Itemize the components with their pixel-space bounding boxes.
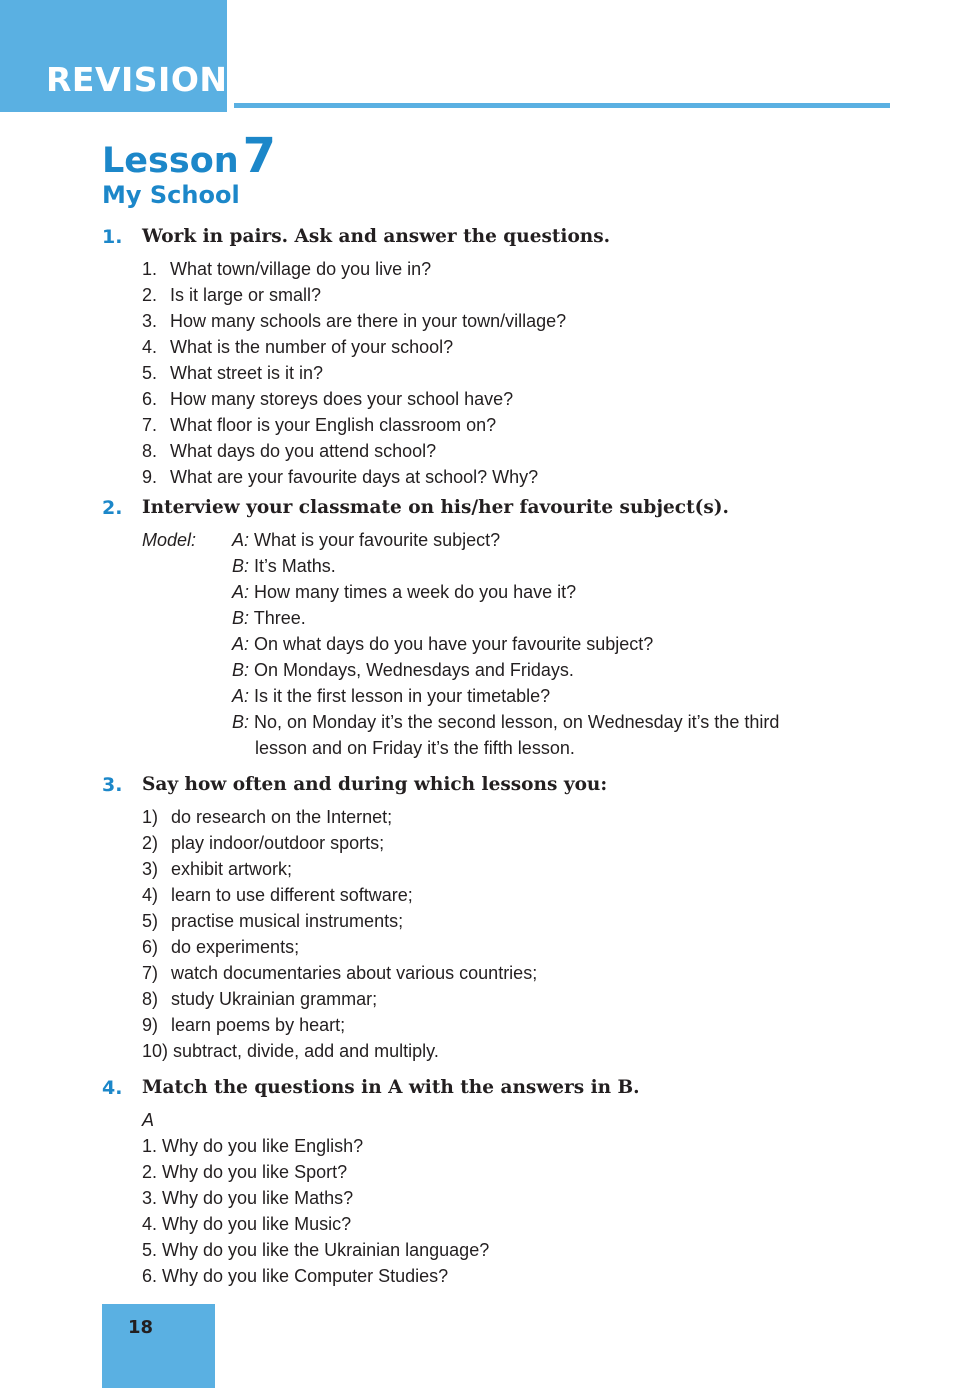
- list-item: 10) subtract, divide, add and multiply.: [142, 1041, 439, 1061]
- dialog-line: B: Three.: [232, 608, 306, 628]
- dialog-line: A: What is your favourite subject?: [232, 530, 501, 550]
- exercise-1-number: 1.: [102, 226, 123, 248]
- list-item: 7) watch documentaries about various countries;: [142, 963, 538, 983]
- exercise-1-title: Work in pairs. Ask and answer the questions.: [142, 226, 611, 247]
- list-item: 6. How many storeys does your school have?: [142, 389, 514, 409]
- list-item: 3. How many schools are there in your town/village?: [142, 311, 567, 331]
- lesson-title: [102, 128, 276, 184]
- list-item: 8) study Ukrainian grammar;: [142, 989, 378, 1009]
- list-item: 3) exhibit artwork;: [142, 859, 293, 879]
- question-item: 3. Why do you like Maths?: [142, 1188, 354, 1208]
- list-item: 1) do research on the Internet;: [142, 807, 393, 827]
- revision-label: REVISION: [46, 60, 228, 99]
- dialog-line: A: Is it the first lesson in your timetable?: [232, 686, 551, 706]
- header-rule: [234, 103, 890, 108]
- list-item: 2) play indoor/outdoor sports;: [142, 833, 385, 853]
- list-item: 9) learn poems by heart;: [142, 1015, 346, 1035]
- question-item: 1. Why do you like English?: [142, 1136, 364, 1156]
- dialog-line: A: On what days do you have your favourite subject?: [232, 634, 654, 654]
- exercise-4-title: Match the questions in A with the answers in B.: [142, 1077, 640, 1098]
- list-item: 5. What street is it in?: [142, 363, 324, 383]
- list-item: 1. What town/village do you live in?: [142, 259, 432, 279]
- exercise-2-number: 2.: [102, 497, 123, 519]
- dialog-line: B: On Mondays, Wednesdays and Fridays.: [232, 660, 574, 680]
- list-item: 4. What is the number of your school?: [142, 337, 454, 357]
- list-item: 4) learn to use different software;: [142, 885, 413, 905]
- page-number: 18: [128, 1317, 154, 1338]
- list-item: 5) practise musical instruments;: [142, 911, 404, 931]
- list-item: 6) do experiments;: [142, 937, 300, 957]
- dialog-line-continued: lesson and on Friday it’s the fifth lesson.: [255, 738, 575, 758]
- lesson-subtitle: My School: [102, 181, 240, 209]
- column-a-label: A: [142, 1110, 155, 1130]
- list-item: 9. What are your favourite days at school? Why?: [142, 467, 539, 487]
- exercise-3-number: 3.: [102, 774, 123, 796]
- exercise-4-number: 4.: [102, 1077, 123, 1099]
- dialog-line: B: It’s Maths.: [232, 556, 336, 576]
- question-item: 6. Why do you like Computer Studies?: [142, 1266, 449, 1286]
- page-number-box: [102, 1304, 215, 1388]
- list-item: 7. What floor is your English classroom on?: [142, 415, 497, 435]
- list-item: 8. What days do you attend school?: [142, 441, 437, 461]
- dialog-line: A: How many times a week do you have it?: [232, 582, 577, 602]
- question-item: 5. Why do you like the Ukrainian language?: [142, 1240, 490, 1260]
- model-label: Model:: [142, 530, 197, 550]
- question-item: 2. Why do you like Sport?: [142, 1162, 348, 1182]
- lesson-number: 7: [242, 128, 277, 184]
- exercise-3-title: Say how often and during which lessons you:: [142, 774, 608, 795]
- question-item: 4. Why do you like Music?: [142, 1214, 352, 1234]
- dialog-line: B: No, on Monday it’s the second lesson, on Wednesday it’s the third: [232, 712, 780, 732]
- exercise-2-title: Interview your classmate on his/her favourite subject(s).: [142, 497, 729, 518]
- list-item: 2. Is it large or small?: [142, 285, 322, 305]
- lesson-word: Lesson: [102, 141, 239, 181]
